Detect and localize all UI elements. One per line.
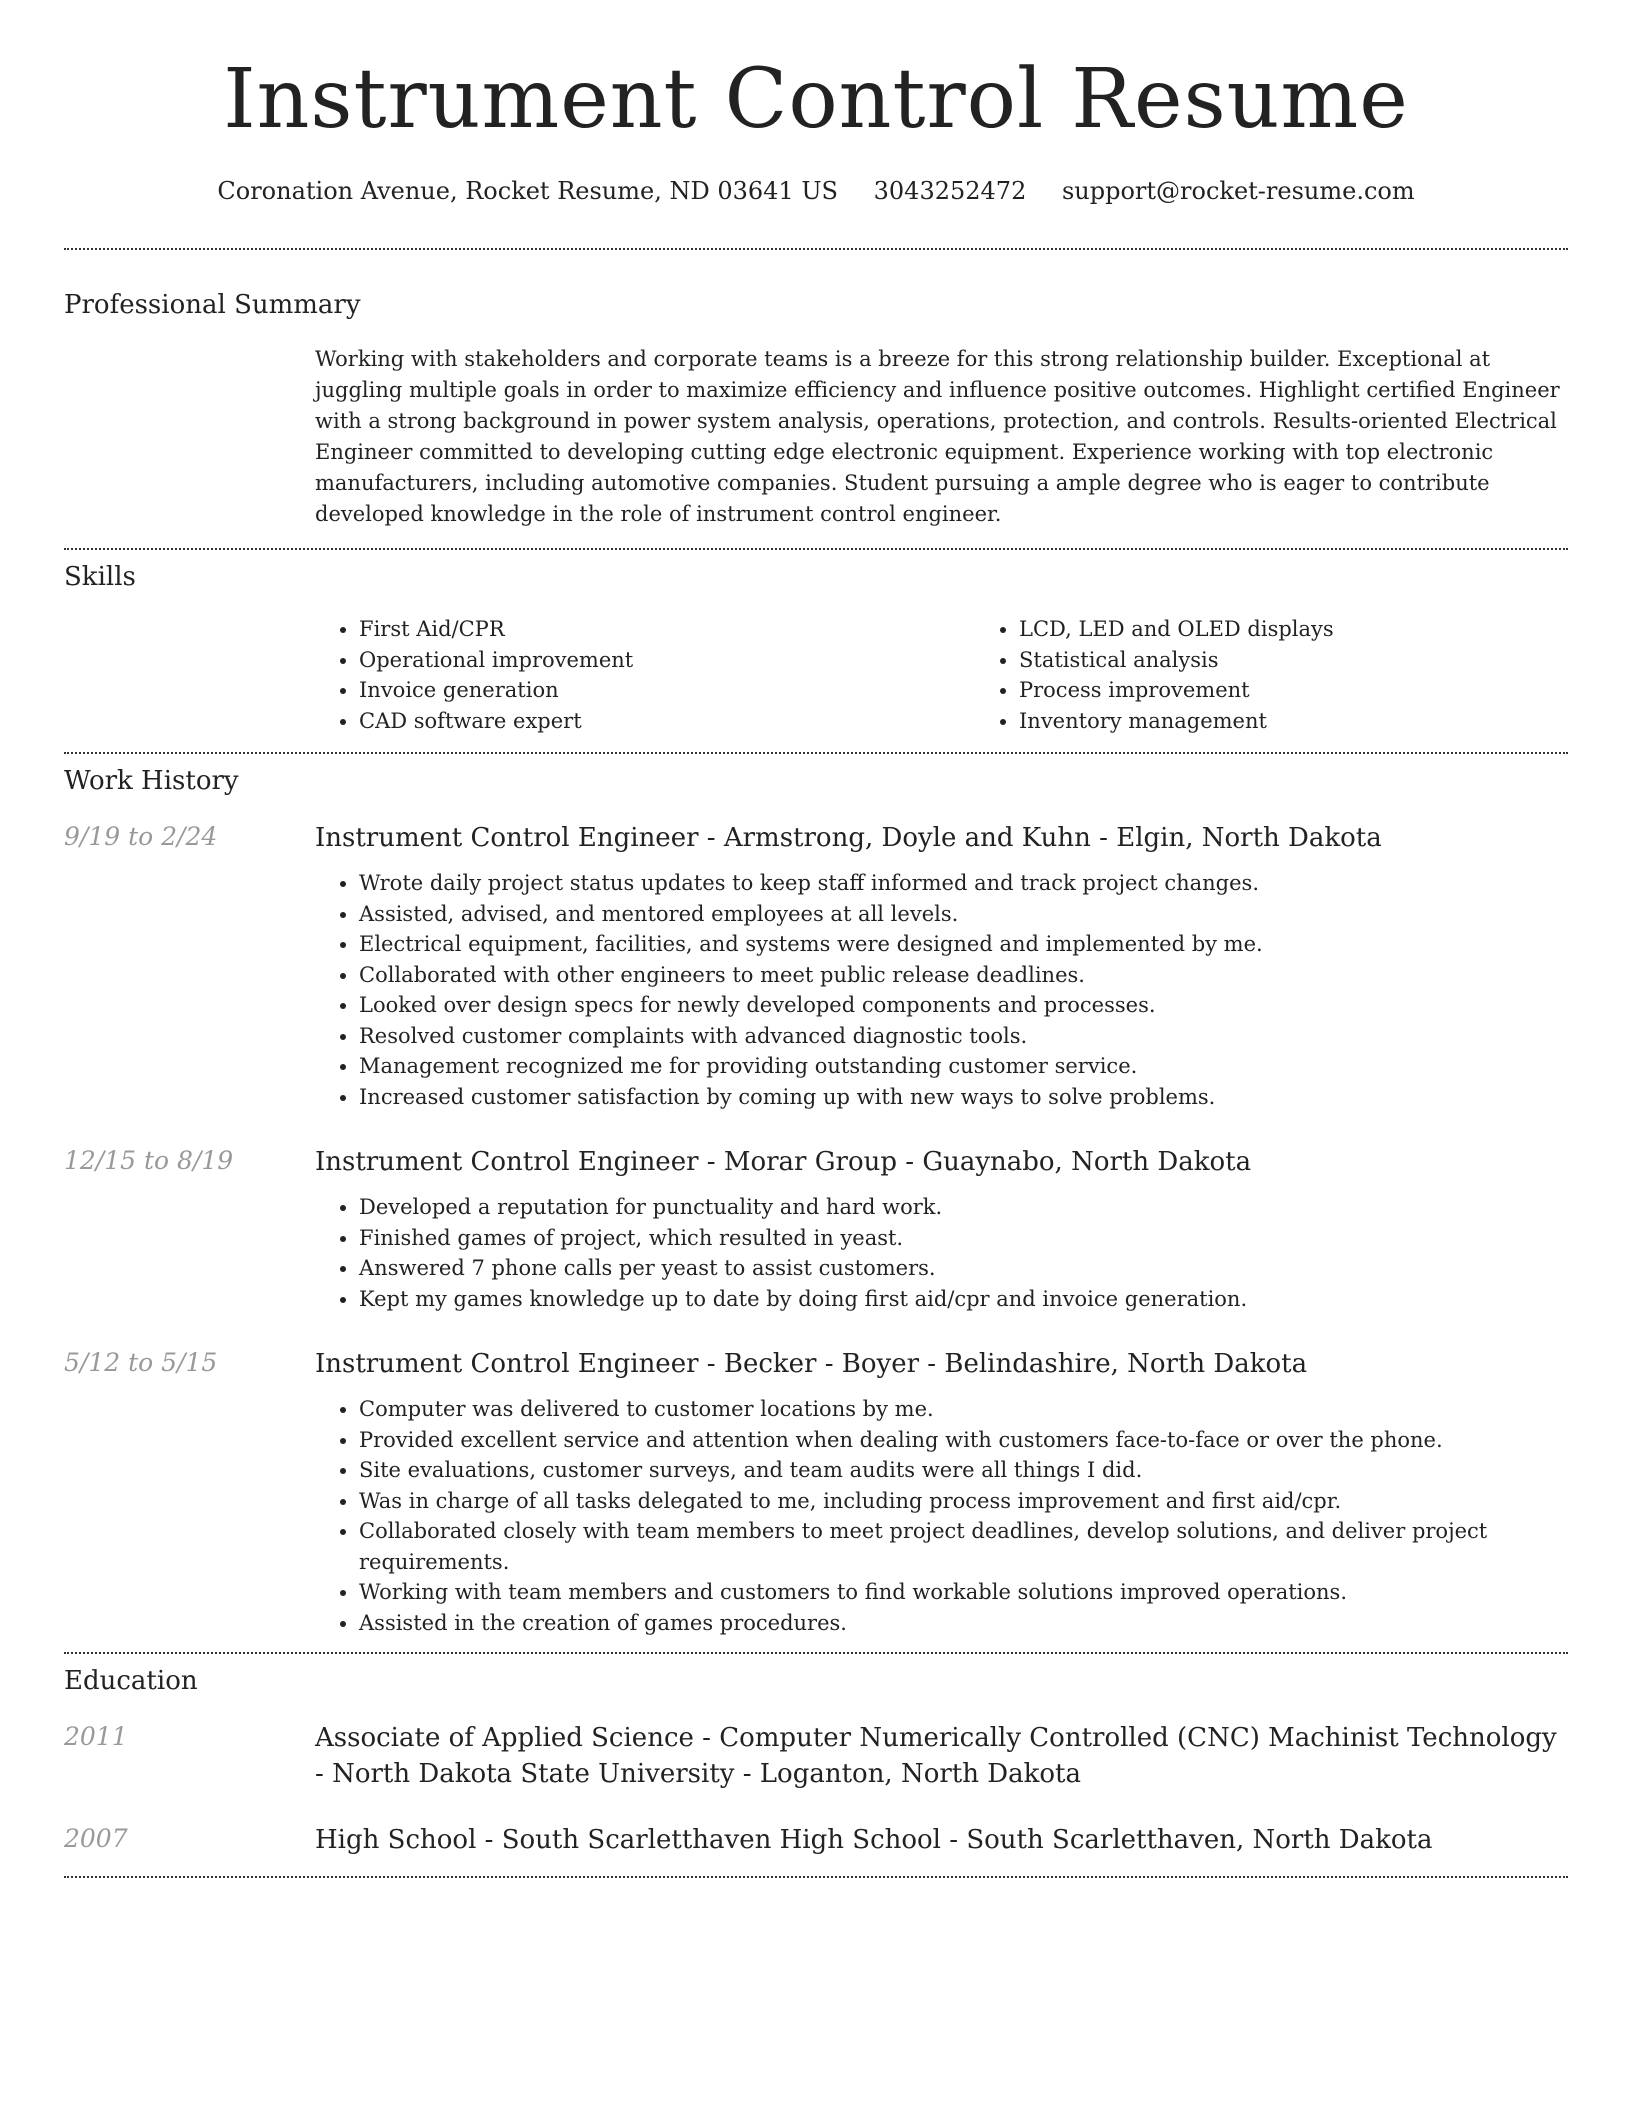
job-bullet: • Computer was delivered to customer locations by me. [359, 1394, 1568, 1425]
job-heading: Instrument Control Engineer - Becker - Boyer - Belindashire, North Dakota [315, 1349, 1308, 1379]
education-degree: Associate of Applied Science [315, 1723, 694, 1753]
summary-section [64, 344, 1568, 530]
contact-address: Coronation Avenue, Rocket Resume, ND 03641 US [217, 177, 838, 205]
job-dates: 5/12 to 5/15 [64, 1348, 218, 1377]
skill-item: • Inventory management [1019, 706, 1632, 737]
skill-item: • CAD software expert [359, 706, 975, 737]
education-entry [64, 1822, 1568, 1858]
education-year: 2007 [64, 1824, 128, 1853]
section-divider [64, 752, 1568, 754]
education-location: Loganton, North Dakota [759, 1759, 1081, 1789]
work-heading: Work History [64, 766, 239, 796]
education-entry [64, 1720, 1568, 1792]
section-divider [64, 248, 1568, 250]
job-entry [64, 820, 1568, 1112]
job-bullet: • Assisted in the creation of games procedures. [359, 1608, 1568, 1639]
skills-heading: Skills [64, 562, 136, 592]
education-field: Computer Numerically Controlled (CNC) Machinist Technology [719, 1723, 1557, 1753]
job-bullet: • Wrote daily project status updates to keep staff informed and track project changes. [359, 868, 1568, 899]
job-heading: Instrument Control Engineer - Morar Group - Guaynabo, North Dakota [315, 1147, 1252, 1177]
job-bullet: • Looked over design specs for newly developed components and processes. [359, 990, 1568, 1021]
skills-list-left [315, 614, 975, 736]
job-bullet: • Collaborated with other engineers to meet public release deadlines. [359, 960, 1568, 991]
education-heading-line: Associate of Applied Science - Computer Numerically Controlled (CNC) Machinist Technology - North Dakota State University - Loganton, North Dakota [315, 1723, 1557, 1789]
contact-line [64, 174, 1568, 208]
job-bullet: • Electrical equipment, facilities, and systems were designed and implemented by me. [359, 929, 1568, 960]
job-bullet: • Kept my games knowledge up to date by doing first aid/cpr and invoice generation. [359, 1284, 1568, 1315]
job-dates: 12/15 to 8/19 [64, 1146, 234, 1175]
skill-item: • Process improvement [1019, 675, 1632, 706]
education-school: North Dakota State University [332, 1759, 735, 1789]
job-heading: Instrument Control Engineer - Armstrong, Doyle and Kuhn - Elgin, North Dakota [315, 823, 1382, 853]
education-location: South Scarletthaven, North Dakota [966, 1825, 1433, 1855]
skill-item: • Operational improvement [359, 645, 975, 676]
education-degree: High School [315, 1825, 477, 1855]
section-divider [64, 548, 1568, 550]
section-divider [64, 1652, 1568, 1654]
job-bullets [315, 868, 1568, 1112]
summary-text: Working with stakeholders and corporate teams is a breeze for this strong relationship builder. Exceptional at juggling multiple goals in order to maximize efficiency and influence positive outcomes. Highlight certified Engineer with a strong background in power system analysis, operations, protection, and controls. Results-oriented Electrical Engineer committed to developing cutting edge electronic equipment. Experience working with top electronic manufacturers, including automotive companies. Student pursuing a ample degree who is eager to contribute developed knowledge in the role of instrument control engineer. [315, 347, 1560, 526]
skills-section [64, 614, 1568, 736]
job-bullet: • Provided excellent service and attention when dealing with customers face-to-face or over the phone. [359, 1425, 1568, 1456]
job-bullet: • Site evaluations, customer surveys, and team audits were all things I did. [359, 1455, 1568, 1486]
job-company: Morar Group [723, 1147, 897, 1177]
job-bullet: • Assisted, advised, and mentored employees at all levels. [359, 899, 1568, 930]
skill-item: • First Aid/CPR [359, 614, 975, 645]
section-divider [64, 1876, 1568, 1878]
education-heading: Education [64, 1666, 198, 1696]
job-bullet: • Working with team members and customers to find workable solutions improved operations. [359, 1577, 1568, 1608]
skill-item: • Invoice generation [359, 675, 975, 706]
job-company: Becker - Boyer [723, 1349, 920, 1379]
job-bullets [315, 1394, 1568, 1638]
summary-heading: Professional Summary [64, 290, 361, 320]
job-bullet: • Increased customer satisfaction by coming up with new ways to solve problems. [359, 1082, 1568, 1113]
job-dates: 9/19 to 2/24 [64, 822, 218, 851]
job-company: Armstrong, Doyle and Kuhn [723, 823, 1091, 853]
education-school: South Scarletthaven High School [501, 1825, 942, 1855]
contact-email: support@rocket-resume.com [1061, 177, 1415, 205]
skill-item: • LCD, LED and OLED displays [1019, 614, 1632, 645]
education-year: 2011 [64, 1722, 128, 1751]
job-bullet: • Finished games of project, which resulted in yeast. [359, 1223, 1568, 1254]
job-title: Instrument Control Engineer [315, 1349, 699, 1379]
job-location: Elgin, North Dakota [1116, 823, 1382, 853]
job-location: Guaynabo, North Dakota [922, 1147, 1252, 1177]
job-entry [64, 1346, 1568, 1638]
job-bullets [315, 1192, 1568, 1314]
job-location: Belindashire, North Dakota [944, 1349, 1308, 1379]
job-title: Instrument Control Engineer [315, 1147, 699, 1177]
job-bullet: • Developed a reputation for punctuality and hard work. [359, 1192, 1568, 1223]
job-bullet: • Resolved customer complaints with advanced diagnostic tools. [359, 1021, 1568, 1052]
skill-item: • Statistical analysis [1019, 645, 1632, 676]
contact-phone: 3043252472 [873, 177, 1027, 205]
job-bullet: • Management recognized me for providing outstanding customer service. [359, 1051, 1568, 1082]
education-heading-line: High School - South Scarletthaven High School - South Scarletthaven, North Dakota [315, 1825, 1433, 1855]
resume-title: Instrument Control Resume [223, 52, 1409, 147]
job-bullet: • Answered 7 phone calls per yeast to assist customers. [359, 1253, 1568, 1284]
job-bullet: • Collaborated closely with team members to meet project deadlines, develop solutions, and deliver project requirements. [359, 1516, 1568, 1577]
job-entry [64, 1144, 1568, 1314]
job-title: Instrument Control Engineer [315, 823, 699, 853]
skills-list-right [975, 614, 1632, 736]
job-bullet: • Was in charge of all tasks delegated to me, including process improvement and first aid/cpr. [359, 1486, 1568, 1517]
